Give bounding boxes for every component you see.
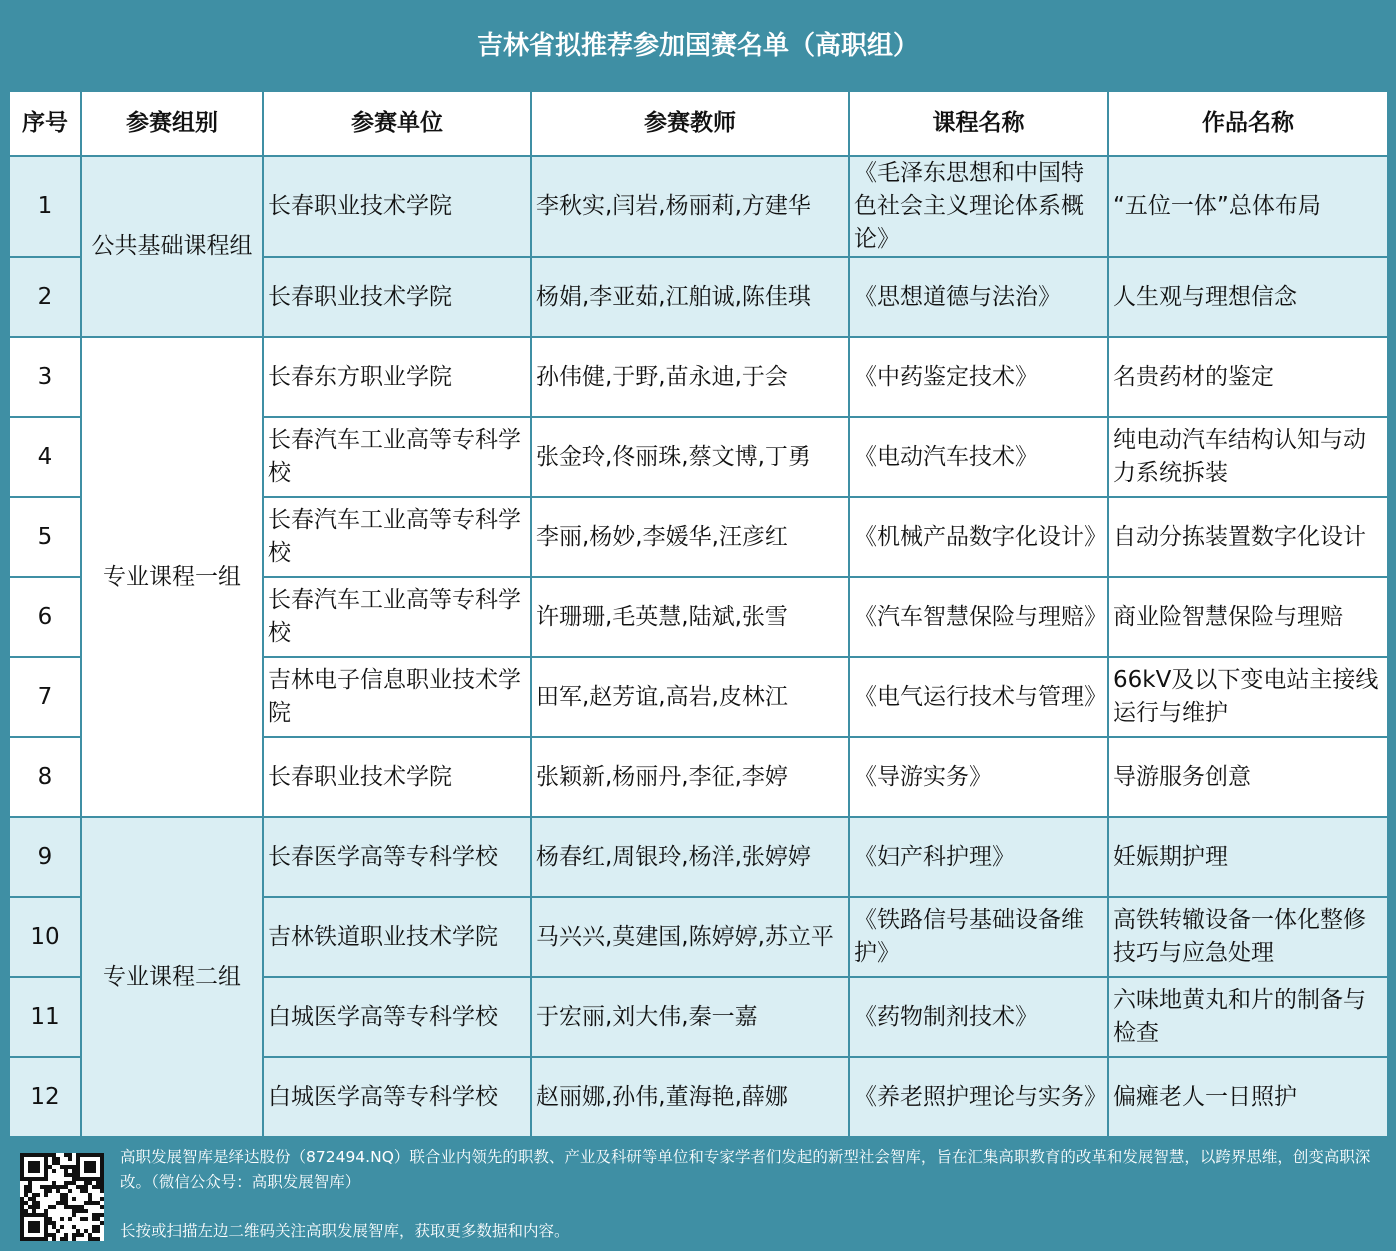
course-name: 《铁路信号基础设备维护》 <box>849 897 1108 977</box>
work-name: 妊娠期护理 <box>1108 817 1388 897</box>
table-row <box>9 337 1388 417</box>
row-number: 6 <box>9 577 81 657</box>
course-name: 《机械产品数字化设计》 <box>849 497 1108 577</box>
row-number: 12 <box>9 1057 81 1137</box>
course-name: 《汽车智慧保险与理赔》 <box>849 577 1108 657</box>
page-title: 吉林省拟推荐参加国赛名单（高职组） <box>476 31 919 61</box>
header-no: 序号 <box>9 91 81 156</box>
footer-intro: 高职发展智库是绎达股份（872494.NQ）联合业内领先的职教、产业及科研等单位和专家学者们发起的新型社会智库，旨在汇集高职教育的改革和发展智慧，以跨界思维，创变高职深改。（微信公众号：高职发展智库） <box>120 1148 1371 1191</box>
row-number: 8 <box>9 737 81 817</box>
row-number: 11 <box>9 977 81 1057</box>
row-number: 4 <box>9 417 81 497</box>
work-name: “五位一体”总体布局 <box>1108 156 1388 257</box>
work-name: 商业险智慧保险与理赔 <box>1108 577 1388 657</box>
unit-name: 长春职业技术学院 <box>263 156 531 257</box>
row-number: 3 <box>9 337 81 417</box>
course-name: 《药物制剂技术》 <box>849 977 1108 1057</box>
row-number: 7 <box>9 657 81 737</box>
group-name: 专业课程一组 <box>81 337 263 817</box>
header-unit: 参赛单位 <box>263 91 531 156</box>
course-name: 《养老照护理论与实务》 <box>849 1057 1108 1137</box>
teacher-names: 许珊珊,毛英慧,陆斌,张雪 <box>531 577 849 657</box>
unit-name: 长春汽车工业高等专科学校 <box>263 417 531 497</box>
unit-name: 吉林铁道职业技术学院 <box>263 897 531 977</box>
course-name: 《导游实务》 <box>849 737 1108 817</box>
header-work: 作品名称 <box>1108 91 1388 156</box>
table-row <box>9 156 1388 257</box>
work-name: 偏瘫老人一日照护 <box>1108 1057 1388 1137</box>
unit-name: 长春东方职业学院 <box>263 337 531 417</box>
header-teachers: 参赛教师 <box>531 91 849 156</box>
footer <box>0 1137 1396 1251</box>
course-name: 《电动汽车技术》 <box>849 417 1108 497</box>
teacher-names: 赵丽娜,孙伟,董海艳,薛娜 <box>531 1057 849 1137</box>
header-course: 课程名称 <box>849 91 1108 156</box>
teacher-names: 田军,赵芳谊,高岩,皮林江 <box>531 657 849 737</box>
row-number: 10 <box>9 897 81 977</box>
teacher-names: 于宏丽,刘大伟,秦一嘉 <box>531 977 849 1057</box>
course-name: 《毛泽东思想和中国特色社会主义理论体系概论》 <box>849 156 1108 257</box>
row-number: 5 <box>9 497 81 577</box>
row-number: 9 <box>9 817 81 897</box>
work-name: 66kV及以下变电站主接线运行与维护 <box>1108 657 1388 737</box>
course-name: 《中药鉴定技术》 <box>849 337 1108 417</box>
recommendation-table <box>8 90 1389 1138</box>
work-name: 自动分拣装置数字化设计 <box>1108 497 1388 577</box>
course-name: 《电气运行技术与管理》 <box>849 657 1108 737</box>
unit-name: 长春汽车工业高等专科学校 <box>263 577 531 657</box>
table-row <box>9 817 1388 897</box>
group-name: 公共基础课程组 <box>81 156 263 337</box>
row-number: 2 <box>9 257 81 337</box>
header-group: 参赛组别 <box>81 91 263 156</box>
unit-name: 吉林电子信息职业技术学院 <box>263 657 531 737</box>
unit-name: 长春医学高等专科学校 <box>263 817 531 897</box>
teacher-names: 张颖新,杨丽丹,李征,李婷 <box>531 737 849 817</box>
unit-name: 长春汽车工业高等专科学校 <box>263 497 531 577</box>
group-name: 专业课程二组 <box>81 817 263 1137</box>
teacher-names: 孙伟健,于野,苗永迪,于会 <box>531 337 849 417</box>
teacher-names: 马兴兴,莫建国,陈婷婷,苏立平 <box>531 897 849 977</box>
teacher-names: 杨娟,李亚茹,江舶诚,陈佳琪 <box>531 257 849 337</box>
teacher-names: 李秋实,闫岩,杨丽莉,方建华 <box>531 156 849 257</box>
unit-name: 白城医学高等专科学校 <box>263 1057 531 1137</box>
course-name: 《妇产科护理》 <box>849 817 1108 897</box>
unit-name: 白城医学高等专科学校 <box>263 977 531 1057</box>
work-name: 六味地黄丸和片的制备与检查 <box>1108 977 1388 1057</box>
table-header-row <box>9 91 1388 156</box>
qr-code-icon <box>20 1153 104 1241</box>
work-name: 名贵药材的鉴定 <box>1108 337 1388 417</box>
footer-scan-hint: 长按或扫描左边二维码关注高职发展智库，获取更多数据和内容。 <box>120 1222 570 1240</box>
work-name: 人生观与理想信念 <box>1108 257 1388 337</box>
work-name: 高铁转辙设备一体化整修技巧与应急处理 <box>1108 897 1388 977</box>
row-number: 1 <box>9 156 81 257</box>
teacher-names: 张金玲,佟丽珠,蔡文博,丁勇 <box>531 417 849 497</box>
teacher-names: 李丽,杨妙,李媛华,汪彦红 <box>531 497 849 577</box>
work-name: 纯电动汽车结构认知与动力系统拆装 <box>1108 417 1388 497</box>
course-name: 《思想道德与法治》 <box>849 257 1108 337</box>
work-name: 导游服务创意 <box>1108 737 1388 817</box>
teacher-names: 杨春红,周银玲,杨洋,张婷婷 <box>531 817 849 897</box>
unit-name: 长春职业技术学院 <box>263 257 531 337</box>
unit-name: 长春职业技术学院 <box>263 737 531 817</box>
